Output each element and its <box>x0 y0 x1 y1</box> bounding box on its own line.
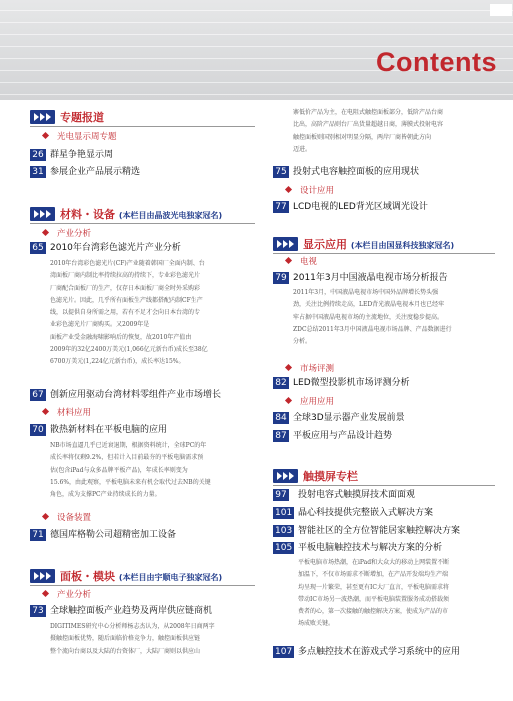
page-number: 84 <box>273 412 289 424</box>
diamond-icon <box>285 364 292 371</box>
triple-arrow-icon <box>30 569 55 583</box>
page-number: 87 <box>273 430 289 442</box>
summary-line: 2011年3月，中国液晶电视市场中国外品牌增长势头强 <box>293 289 439 296</box>
continued-summary <box>293 107 498 156</box>
summary-line: 业彩色滤光片厂商购买。又2009年是 <box>50 321 150 329</box>
summary-line: 触控面板则国别相对明显分隔，两岸厂商皆朝此方向 <box>293 133 432 141</box>
section-title: 触摸屏专栏 <box>303 470 358 483</box>
triple-arrow-icon <box>30 207 55 221</box>
entry-summary <box>50 621 255 658</box>
entry-title: 散热新材料在平板电脑的应用 <box>50 425 168 435</box>
summary-line: 厂商配合面板厂的生产，仅存日本面板厂商全时外采购彩 <box>50 284 201 292</box>
summary-line: 劲，关注比例持续走高，LED背光液晶电视本月也已经牢 <box>293 301 445 309</box>
entry-summary <box>298 557 498 631</box>
category-label: 市场评测 <box>281 362 334 374</box>
page-number: 79 <box>273 272 289 284</box>
entry-title: 投射电容式触摸屏技术面面观 <box>298 490 416 500</box>
entry-summary <box>293 287 498 348</box>
summary-line: 2009年的32亿2400万美元(1,066亿元新台币)成长至38亿 <box>50 346 208 354</box>
section-title: 显示应用 <box>303 238 347 251</box>
category-label: 产业分析 <box>38 227 91 239</box>
entry-title: 全球触控面板产业趋势及两岸供应链商机 <box>50 606 213 616</box>
diamond-icon <box>285 257 292 264</box>
page-number: 67 <box>30 389 46 401</box>
page-number: 70 <box>30 424 46 436</box>
summary-line: 牢占据中国液晶电视市场的主流地位，关注度稳步提高。 <box>293 313 444 321</box>
summary-line: 6700万美元(1,224亿元新台币)，成长率达15%。 <box>50 358 185 366</box>
diamond-icon <box>285 397 292 404</box>
section-sponsor: (本栏目由晶波光电独家冠名) <box>118 211 223 220</box>
entry-title: 平板电脑触控技术与解决方案的分析 <box>298 543 443 553</box>
page-number: 71 <box>30 529 46 541</box>
diamond-icon <box>285 186 292 193</box>
category-label: 应用应用 <box>281 395 334 407</box>
summary-line: 加温下，不仅市场需求不断增加，在产品开发端均生产端 <box>298 571 449 579</box>
summary-line: 成长率将仅剩9.2%，但若计入目前最夯的平板电脑需求预 <box>50 454 204 462</box>
summary-line: 整个流向台商以及大陆的台资体厂，大陆厂商则以供应山 <box>50 647 201 655</box>
page-number: 82 <box>273 377 289 389</box>
summary-line: 角色，成为支撑PC产业持续成长的力量。 <box>50 491 161 499</box>
summary-line: ZDC总结2011年3月中国液晶电视市场品牌、产品数据进行 <box>293 325 452 333</box>
header-banner <box>0 0 513 100</box>
page-number: 97 <box>273 489 289 501</box>
section-title: 面板・模块 <box>60 570 115 583</box>
entry-title: 参展企业产品展示精选 <box>50 167 141 177</box>
triple-arrow-icon <box>273 469 298 483</box>
summary-line: NB市场直逼几乎已近衰退期，根据资料统计，全球PC的年 <box>50 442 207 449</box>
summary-line: 15.6%，由此观察，平板电脑未来有机会取代过去NB的关键 <box>50 478 211 486</box>
page-number: 101 <box>275 508 293 518</box>
page-number: 31 <box>30 166 46 178</box>
summary-line: 场成败关键。 <box>298 620 335 628</box>
page-number: 103 <box>275 526 293 536</box>
category-label: 设备装置 <box>38 511 91 523</box>
diamond-icon <box>42 408 49 415</box>
summary-line: 费者的心，第一次接触的触控解决方案，使成为产品的市 <box>298 608 449 616</box>
page-number: 26 <box>30 149 46 161</box>
entry-title: 2010年台湾彩色滤光片产业分析 <box>50 243 181 253</box>
page-number: 107 <box>275 647 293 657</box>
page-number: 75 <box>273 166 289 178</box>
entry-title: 全球3D显示器产业发展前景 <box>293 413 405 423</box>
section-sponsor: (本栏目由国显科技独家冠名) <box>350 241 455 250</box>
page-number: 73 <box>30 605 46 617</box>
summary-line: 色滤光片。因此，几乎所有面板生产线都搭配内制CF生产 <box>50 296 203 304</box>
page-title: Contents <box>376 47 497 77</box>
summary-line: 迈进。 <box>293 145 312 153</box>
category-label: 产业分析 <box>38 588 91 600</box>
category-label: 电视 <box>281 255 317 267</box>
entry-title: LED微型投影机市场评测分析 <box>293 378 410 388</box>
summary-line: 湾面板厂商内制比率持续拉高的持续下，专业彩色滤光片 <box>50 272 201 280</box>
entry-title: LCD电视的LED背光区域调光设计 <box>293 202 428 212</box>
triple-arrow-icon <box>273 237 298 251</box>
entry-title: 平板应用与产品设计趋势 <box>293 431 393 441</box>
entry-title: 创新应用驱动台湾材料零组件产业市场增长 <box>50 390 222 400</box>
entry-title: 群星争艳显示周 <box>50 150 114 160</box>
summary-line: DIGITIMES研究中心分析师杨志杰认为，从2008年日商两字 <box>50 623 215 630</box>
page-number: 65 <box>30 242 46 254</box>
summary-line: 寨低价产品为主，在电阻式触控面板部分，低阶产品台商 <box>293 109 444 116</box>
page-number: 77 <box>273 201 289 213</box>
summary-line: 平板电脑市场热潮，在iPad和大众大的移动上网装置不断 <box>298 559 450 566</box>
category-label: 光电显示周专题 <box>38 130 117 142</box>
summary-line: 估(包含iPad与众多品牌平板产品)，年成长率则变为 <box>50 466 188 474</box>
summary-line: 2010年台湾彩色滤光片(CF)产业随着韩国厂全面内制、台 <box>50 260 205 267</box>
entry-title: 晶心科技提供完整嵌入式解决方案 <box>298 508 434 518</box>
corner-box <box>490 4 512 16</box>
category-label: 材料应用 <box>38 406 91 418</box>
summary-line: 线，以提供自身所需之用，若有不足才会向日本台湾的专 <box>50 309 201 317</box>
summary-line: 带动IC市场另一波热潮，而平板电脑装置服务成动搭载须 <box>298 595 449 603</box>
page-number: 105 <box>275 543 293 553</box>
summary-line: 面板产业受金融海啸影响后的恢复，故2010年产值由 <box>50 333 192 341</box>
entry-summary <box>50 258 255 369</box>
entry-title: 智能社区的全方位智能居家触控解决方案 <box>298 526 461 536</box>
entry-title: 多点触控技术在游戏式学习系统中的应用 <box>298 647 461 657</box>
section-sponsor: (本栏目由宇顺电子独家冠名) <box>118 573 223 582</box>
section-title: 专题报道 <box>60 111 104 124</box>
category-label: 设计应用 <box>281 184 334 196</box>
summary-line: 分析。 <box>293 338 312 346</box>
diamond-icon <box>42 132 49 139</box>
entry-title: 投射式电容触控面板的应用现状 <box>293 167 420 177</box>
section-title: 材料・设备 <box>60 208 115 221</box>
entry-title: 2011年3月中国液晶电视市场分析报告 <box>293 273 448 283</box>
summary-line: 比出，高阶产品则台厂出货量超越日商，薄膜式投射电容 <box>293 121 444 129</box>
diamond-icon <box>42 229 49 236</box>
summary-line: 摄触控面板优势，随后面临价格竞争力，触控面板供应链 <box>50 635 201 643</box>
summary-line: 均呈现一片繁荣，甚至更有IC大厂直言，平板电脑需求将 <box>298 583 449 591</box>
diamond-icon <box>42 590 49 597</box>
entry-title: 德国库格勒公司超精密加工设备 <box>50 530 177 540</box>
diamond-icon <box>42 513 49 520</box>
triple-arrow-icon <box>30 110 55 124</box>
entry-summary <box>50 440 255 501</box>
